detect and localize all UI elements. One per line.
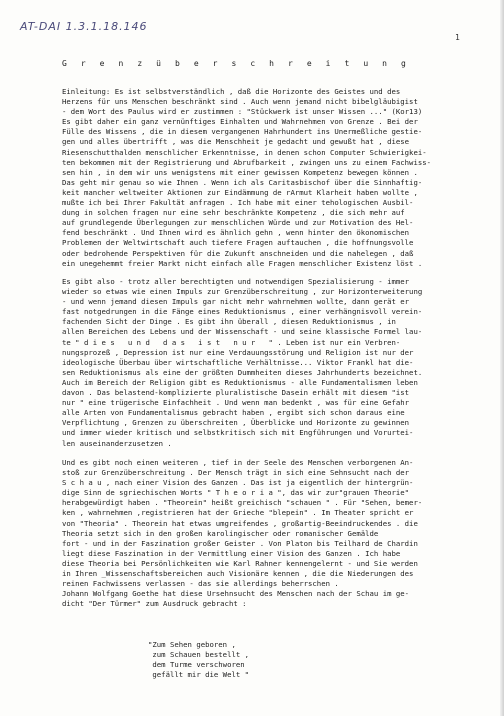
text-line: Einleitung: Es ist selbstverständlich , daß die Horizonte des Geistes und des xyxy=(62,87,401,96)
text-line: te " d i e s u n d d a s i s t n u r " . Leben ist nur ein Verbren- xyxy=(62,337,401,347)
text-line: ein unegehemmt freier Markt nicht einfach alle Fragen menschlicher Existenz löst . xyxy=(62,258,423,268)
text-line: oder bedrohende Perspektiven für die Zukunft anschneiden und die nahelegen , daß xyxy=(62,248,414,258)
text-line: Es gibt also - trotz aller berechtigten und notwendigen Spezialisierung - immer xyxy=(62,277,410,286)
text-line: alle Arten von Fundamentalismus gebracht haben , ergibt sich schon daraus eine xyxy=(62,408,405,418)
text-line: und immer wieder kritisch und selbstkritisch sich mit Engführungen und Vorurtei- xyxy=(62,428,414,438)
text-line: nur " eine trügerische Einfachheit . Und wenn man bedenkt , was für eine Gefahr xyxy=(62,398,410,408)
text-line: - dem Wort des Paulus wird er zustimmen : "Stückwerk ist unser Wissen ..." (Kor13) xyxy=(62,107,423,117)
text-line: von "Theoria" . Theorein hat etwas umgreifendes , großartig-Beeindruckendes . die xyxy=(62,518,418,528)
text-line: dige Sinn de sgriechischen Worts " T h e o r i a ", das wir zur"grauen Theorie" xyxy=(62,488,410,498)
text-line: allen Bereichen des Lebens und der Wissenschaft - und seine klassische Formel lau- xyxy=(62,327,423,337)
page-number: 1 xyxy=(455,33,460,42)
text-line: Theoria setzt sich in den großen karolingischer oder romanischer Gemälde xyxy=(62,528,379,538)
text-line: fend beschränkt . Und Ihnen wird es ähnlich gehn , wenn hinter den ökonomischen xyxy=(62,228,410,238)
goethe-poem-quote xyxy=(148,640,249,680)
text-line: Herzens für uns Menschen beschränkt sind . Auch wenn jemand nicht bibelgläubigist xyxy=(62,97,418,107)
paragraph-introduction xyxy=(62,87,431,269)
text-line: Verpflichtung , Grenzen zu überschreiten , Überblicke und Horizonte zu gewinnen xyxy=(62,418,410,428)
text-line: dung in solchen fragen nur eine sehr beschränkte Kompetenz , die sich mehr auf xyxy=(62,208,405,218)
text-line: liegt diese Faszination in der Vermittlung einer Vision des Ganzen . Ich habe xyxy=(62,548,401,558)
text-line: fachenden Sicht der Dinge . Es gibt ihn überall , diesen Reduktionismus , in xyxy=(62,317,396,327)
text-line: ideologische Überbau über wirtschaftliche Verhältnisse... Viktor Frankl hat die- xyxy=(62,357,414,367)
text-line: ken , wahrnehmen ,registrieren hat der Grieche "blepein" . Im Theater spricht er xyxy=(62,508,414,518)
text-line: sen Reduktionismus als eine der größten Dummheiten dieses Jahrhunderts bezeichnet. xyxy=(62,367,423,377)
text-line: stoß zur Grenzüberschreitung . Der Mensch trägt in sich eine Sehnsucht nach der xyxy=(62,468,410,478)
text-line: ten bekommen mit der Registrierung und Abrufbarkeit , zwingen uns zu einem Fachwiss- xyxy=(62,157,432,167)
paragraph-reductionism xyxy=(62,277,422,449)
text-line: wieder so etwas wie einen Impuls zur Grenzüberschreitung , zur Horizonterweiterung xyxy=(62,287,423,297)
text-line: - und wenn jemand diesen Impuls gar nicht mehr wahrnehmen wollte, dann gerät er xyxy=(62,297,410,307)
text-line: sen hin , in dem wir uns wenigstens mit einer gewissen Kompetenz bewegen können . xyxy=(62,167,418,177)
text-line: S c h a u , nach einer Vision des Ganzen . Das ist ja eigentlich der hintergrün- xyxy=(62,478,414,488)
text-line: gen und alles übertrifft , was die Menschheit je gedacht und gewußt hat , diese xyxy=(62,137,410,147)
text-line: nungsprozeß , Depression ist nur eine Verdauungsstörung und Religion ist nur der xyxy=(62,347,414,357)
text-line: fast notgedrungen in die Fänge eines Reduktionismus , einer verhängnisvoll verein- xyxy=(62,307,423,317)
text-line: in Ihren _Wissenschaftsbereichen auch Visionäre kennen , die die Niederungen des xyxy=(62,569,414,579)
poem-line: gefällt mir die Welt " xyxy=(148,670,250,680)
page-edge-shadow xyxy=(500,0,504,716)
text-line: keit mancher weltweiter Aktionen zur Eindämmung de rArmut Klarheit haben wollte , xyxy=(62,187,418,197)
text-line: diese Theoria bei Persönlichkeiten wie Karl Rahner kennengelernt - und Sie werden xyxy=(62,558,418,568)
text-line: Und es gibt noch einen weiteren , tief in der Seele des Menschen verborgenen An- xyxy=(62,458,414,467)
text-line: davon . Das belastend-komplizierte pluralistische Dasein erhält mit diesem "ist xyxy=(62,388,410,398)
text-line: len auseinanderzusetzen . xyxy=(62,438,172,448)
text-line: Johann Wolfgang Goethe hat diese Ursehnsucht des Menschen nach der Schau im ge- xyxy=(62,589,410,599)
text-line: Problemen der Weltwirtschaft auch tiefere Fragen auftauchen , die hoffnungsvolle xyxy=(62,238,414,248)
text-line: Das geht mir genau so wie Ihnen . Wenn ich als Caritasbischof über die Sinnhaftig- xyxy=(62,177,423,187)
paragraph-theoria xyxy=(62,458,422,609)
text-line: Auch im Bereich der Religion gibt es Reduktionismus - alle Fundamentalismen leben xyxy=(62,377,418,387)
text-line: Fülle des Wissens , die in diesem vergangenen Hahrhundert ins Unermeßliche gestie- xyxy=(62,127,423,137)
poem-line: dem Turme verschworen xyxy=(148,660,245,670)
text-line: herabgewürdigt haben . "Theorein" heißt greichisch "schauen " . Für "Sehen, bemer- xyxy=(62,498,423,508)
text-line: auf grundlegende Überlegungen zur menschlichen Würde und zur Motivation des Hel- xyxy=(62,218,414,228)
document-title: G r e n z ü b e r s c h r e i t u n g xyxy=(62,59,411,68)
poem-line: zum Schauen bestellt , xyxy=(148,650,250,660)
text-line: Es gibt daher ein ganz vernünftiges Einhalten und Wahrnehmen von Grenze . Bei der xyxy=(62,117,418,127)
poem-line: "Zum Sehen geboren , xyxy=(148,640,236,649)
text-line: fort - und in der Faszination großer Geister . Von Platon bis Teilhard de Chardin xyxy=(62,538,418,548)
archive-stamp: AT-DAI 1.3.1.18.146 xyxy=(20,20,148,33)
text-line: reinen Fachwissens verlassen - das sie allerdings beherrschen . xyxy=(62,579,339,589)
text-line: dicht "Der Türmer" zum Ausdruck gebracht : xyxy=(62,599,247,609)
text-line: mußte ich bei Ihrer Fakultät anfragen . Ich habe mit einer tehologischen Ausbil- xyxy=(62,198,414,208)
text-line: Riesenschutthalden menschlicher Erkenntnisse, in denen schon Computer Schwierigkei- xyxy=(62,147,427,157)
